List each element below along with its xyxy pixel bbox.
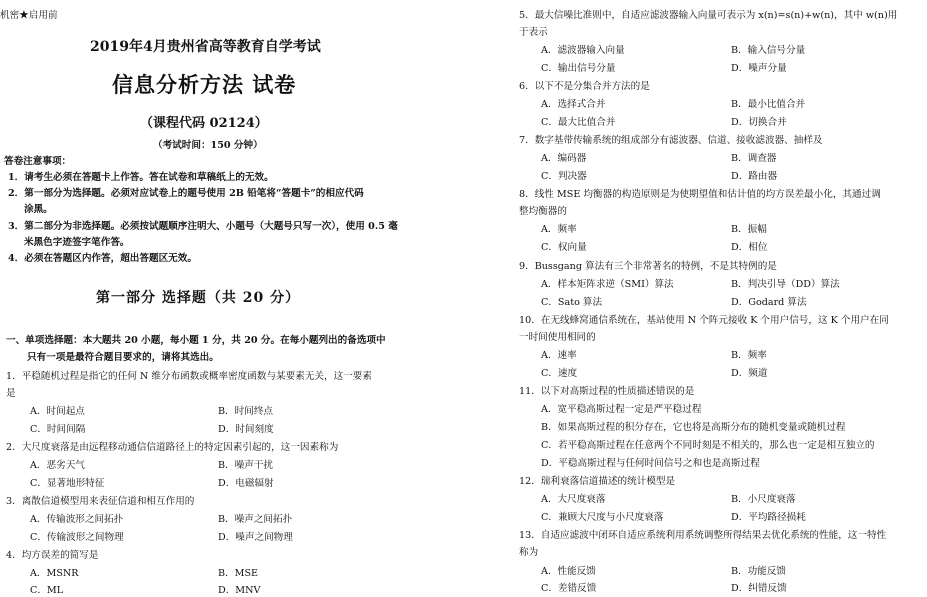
option-a[interactable]: A．大尺度衰落	[541, 494, 606, 505]
part1-instruction: 只有一项是最符合题目要求的，请将其选出。	[27, 352, 219, 363]
option-b[interactable]: B．MSE	[218, 568, 259, 579]
option-c[interactable]: C．速度	[541, 368, 578, 379]
option-a[interactable]: A．传输波形之间拓扑	[30, 514, 124, 525]
paper-title: 信息分析方法 试卷	[112, 72, 297, 97]
option-b[interactable]: B．调查器	[731, 153, 777, 164]
notes-heading: 答卷注意事项：	[4, 156, 72, 167]
option-a[interactable]: A．样本矩阵求逆（SMI）算法	[541, 279, 674, 290]
question-text: 6．以下不是分集合并方法的是	[519, 81, 650, 92]
option-c[interactable]: C．权向量	[541, 242, 587, 253]
confidential-mark: 机密★启用前	[0, 10, 58, 21]
option-a[interactable]: A．编码器	[541, 153, 587, 164]
question-text: 7．数字基带传输系统的组成部分有滤波器、信道、接收滤波器、抽样及	[519, 135, 823, 146]
option-b[interactable]: B．如果高斯过程的积分存在，它也将是高斯分布的随机变量或随机过程	[541, 422, 846, 433]
option-d[interactable]: D．Godard 算法	[731, 297, 807, 308]
option-b[interactable]: B．最小比值合并	[731, 99, 806, 110]
option-c[interactable]: C．若平稳高斯过程在任意两个不同时刻是不相关的，那么也一定是相互独立的	[541, 440, 875, 451]
question-text-cont: 是	[6, 388, 16, 399]
note-item: 涂黑。	[24, 204, 53, 215]
option-d[interactable]: D．频道	[731, 368, 768, 379]
option-a[interactable]: A．速率	[541, 350, 577, 361]
option-d[interactable]: D．平均路径损耗	[731, 512, 806, 523]
option-b[interactable]: B．小尺度衰落	[731, 494, 796, 505]
option-a[interactable]: A．频率	[541, 224, 577, 235]
option-b[interactable]: B．功能反馈	[731, 566, 787, 577]
part1-title: 第一部分 选择题（共 20 分）	[96, 290, 301, 306]
option-a[interactable]: A．性能反馈	[541, 566, 596, 577]
option-a[interactable]: A．时间起点	[30, 406, 85, 417]
option-b[interactable]: B．噪声干扰	[218, 460, 274, 471]
exam-duration: （考试时间：150 分钟）	[153, 140, 263, 151]
option-a[interactable]: A．宽平稳高斯过程一定是严平稳过程	[541, 404, 702, 415]
note-item: 1．请考生必须在答题卡上作答。答在试卷和草稿纸上的无效。	[8, 172, 274, 183]
option-d[interactable]: D．MNV	[218, 585, 261, 596]
question-text: 4．均方误差的简写是	[6, 550, 99, 561]
question-text: 12．瑞利衰落信道描述的统计模型是	[519, 476, 676, 487]
question-text: 8．线性 MSE 均衡器的构造原则是为使期望值和估计值的均方误差最小化，其通过调	[519, 189, 881, 200]
question-text-cont: 于表示	[519, 27, 548, 38]
option-d[interactable]: D．噪声之间物理	[218, 532, 293, 543]
question-text-cont: 整均衡器的	[519, 206, 567, 217]
option-c[interactable]: C．ML	[30, 585, 64, 596]
question-text: 11．以下对高斯过程的性质描述错误的是	[519, 386, 695, 397]
option-d[interactable]: D．电磁辐射	[218, 478, 274, 489]
exam-name: 2019年4月贵州省高等教育自学考试	[90, 39, 321, 55]
question-text-cont: 一时间使用相同的	[519, 332, 596, 343]
option-c[interactable]: C．最大比值合并	[541, 117, 616, 128]
question-text: 2．大尺度衰落是由远程移动通信信道路径上的特定因素引起的，这一因素称为	[6, 442, 339, 453]
option-d[interactable]: D．平稳高斯过程与任何时间信号之和也是高斯过程	[541, 458, 760, 469]
option-a[interactable]: A．选择式合并	[541, 99, 606, 110]
option-b[interactable]: B．判决引导（DD）算法	[731, 279, 840, 290]
option-d[interactable]: D．相位	[731, 242, 768, 253]
question-text: 9．Bussgang 算法有三个非常著名的特例，不是其特例的是	[519, 261, 777, 272]
option-b[interactable]: B．输入信号分量	[731, 45, 806, 56]
option-a[interactable]: A．滤波器输入向量	[541, 45, 625, 56]
part1-instruction: 一、单项选择题：本大题共 20 小题，每小题 1 分，共 20 分。在每小题列出的备选项中	[6, 335, 386, 346]
option-d[interactable]: D．路由器	[731, 171, 778, 182]
question-text: 5．最大信噪比准则中，自适应滤波器输入向量可表示为 x(n)=s(n)+w(n)，其中 w(n)用	[519, 10, 898, 21]
option-c[interactable]: C．输出信号分量	[541, 63, 616, 74]
option-c[interactable]: C．时间间隔	[30, 424, 86, 435]
course-code: （课程代码 02124）	[140, 116, 268, 131]
note-item: 2．第一部分为选择题。必须对应试卷上的题号使用 2B 铅笔将“答题卡”的相应代码	[8, 188, 364, 199]
option-c[interactable]: C．差错反馈	[541, 583, 597, 594]
option-c[interactable]: C．兼顾大尺度与小尺度衰落	[541, 512, 664, 523]
option-b[interactable]: B．频率	[731, 350, 767, 361]
option-d[interactable]: D．纠错反馈	[731, 583, 787, 594]
option-c[interactable]: C．显著地形特征	[30, 478, 105, 489]
option-d[interactable]: D．噪声分量	[731, 63, 787, 74]
option-c[interactable]: C．判决器	[541, 171, 587, 182]
question-text: 3．离散信道模型用来表征信道和相互作用的	[6, 496, 195, 507]
option-c[interactable]: C．传输波形之间物理	[30, 532, 124, 543]
option-a[interactable]: A．MSNR	[30, 568, 79, 579]
question-text: 1．平稳随机过程是指它的任何 N 维分布函数或概率密度函数与某要素无关，这一要素	[6, 371, 372, 382]
note-item: 3．第二部分为非选择题。必须按试题顺序注明大、小题号（大题号只写一次），使用 0.5 毫	[8, 221, 398, 232]
question-text-cont: 称为	[519, 547, 539, 558]
option-b[interactable]: B．振幅	[731, 224, 767, 235]
question-text: 13．自适应滤波中闭环自适应系统利用系统调整所得结果去优化系统的性能，这一特性	[519, 530, 887, 541]
option-b[interactable]: B．噪声之间拓扑	[218, 514, 293, 525]
note-item: 4．必须在答题区内作答，超出答题区无效。	[8, 253, 197, 264]
option-d[interactable]: D．切换合并	[731, 117, 787, 128]
option-d[interactable]: D．时间刻度	[218, 424, 274, 435]
option-b[interactable]: B．时间终点	[218, 406, 274, 417]
note-item: 米黑色字迹签字笔作答。	[24, 237, 130, 248]
question-text: 10．在无线蜂窝通信系统在，基站使用 N 个阵元接收 K 个用户信号，这 K 个用户在同	[519, 315, 889, 326]
option-a[interactable]: A．恶劣天气	[30, 460, 85, 471]
option-c[interactable]: C．Sato 算法	[541, 297, 603, 308]
